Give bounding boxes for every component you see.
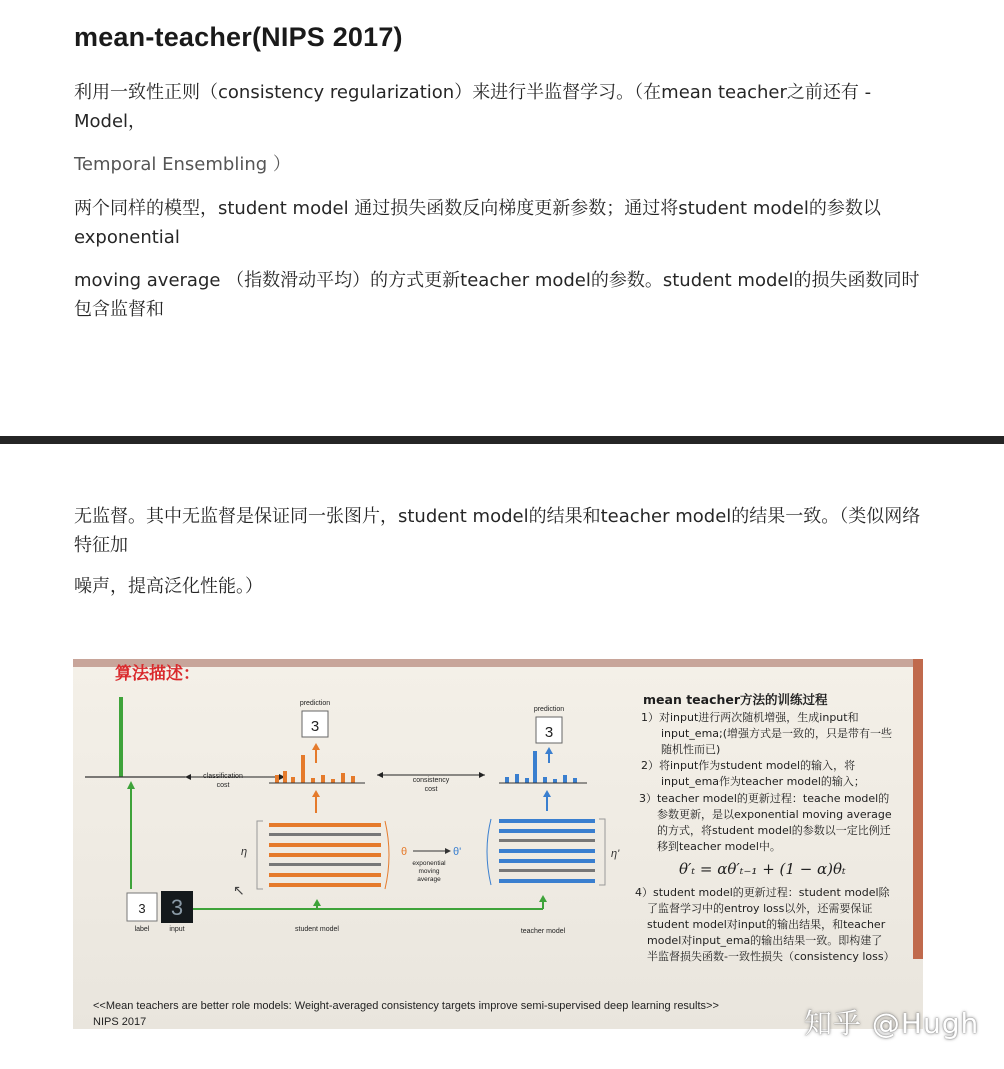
arrow-head xyxy=(313,899,321,906)
note-2-line: input_ema作为teacher model的输入； xyxy=(661,775,865,788)
classification-label: cost xyxy=(216,782,230,789)
theta-label: θ xyxy=(401,846,408,858)
note-3-line: 3）teacher model的更新过程：teache model的 xyxy=(639,792,890,805)
cursor-mark: ↖ xyxy=(233,882,245,898)
prediction-right-value: 3 xyxy=(544,724,554,741)
note-3-line: 的方式，将student model的参数以一定比例迁 xyxy=(657,824,891,837)
note-4-line: student model对input的输出结果，和teacher xyxy=(647,918,886,931)
note-4-line: model对input_ema的输出结果一致。即构建了 xyxy=(647,934,883,947)
prediction-right-label: prediction xyxy=(533,706,565,713)
paragraph-1: 利用一致性正则（consistency regularization）来进行半监督学习。（在mean teacher之前还有 -Model， xyxy=(74,82,872,132)
teacher-histogram xyxy=(505,751,577,783)
arrow-head xyxy=(312,743,320,750)
notes-panel xyxy=(635,692,895,963)
consistency-label: cost xyxy=(424,786,438,793)
arrow-head xyxy=(185,774,191,780)
arrow-head xyxy=(539,895,547,902)
eta-label: η xyxy=(241,846,248,858)
arrow-head xyxy=(545,747,553,754)
eta-prime-label: η' xyxy=(611,848,620,860)
section-divider xyxy=(0,436,1004,444)
note-1-line: 随机性而已) xyxy=(661,743,721,756)
teacher-bracket-left xyxy=(487,819,491,885)
teacher-caption: teacher model xyxy=(520,928,566,935)
classification-label: classification xyxy=(203,773,243,780)
page-title: mean-teacher(NIPS 2017) xyxy=(74,22,403,52)
paragraph-5: 无监督。其中无监督是保证同一张图片，student model的结果和teacher model的结果一致。（类似网络特征加 xyxy=(74,506,921,556)
arrow-head xyxy=(377,772,383,778)
notes-title: mean teacher方法的训练过程 xyxy=(643,692,828,707)
arrow-head xyxy=(312,790,320,797)
input-digit: 3 xyxy=(170,895,184,920)
paragraph-2: Temporal Ensembling ） xyxy=(74,154,291,175)
label-value: 3 xyxy=(138,901,146,916)
ema-label: exponential xyxy=(412,860,446,867)
note-4-line: 了监督学习中的entroy loss以外，还需要保证 xyxy=(647,902,873,915)
figure-heading: 算法描述： xyxy=(115,664,200,683)
arrow-head xyxy=(127,781,135,789)
teacher-model-stack xyxy=(499,819,595,883)
student-model-stack xyxy=(269,823,381,887)
paragraph-4: moving average （指数滑动平均）的方式更新teacher model的参数。student model的损失函数同时包含监督和 xyxy=(74,270,920,320)
ema-label: average xyxy=(417,876,441,883)
note-4-line: 4）student model的更新过程：student model除 xyxy=(635,886,890,899)
note-1-line: 1）对input进行两次随机增强，生成input和 xyxy=(641,711,859,724)
ema-formula: θ′ₜ = αθ′ₜ₋₁ + (1 − α)θₜ xyxy=(679,860,846,878)
citation-title: <<Mean teachers are better role models: Weight-averaged consistency targets improve semi-supervised deep learning results>> xyxy=(93,1000,719,1012)
note-3-line: 参数更新，是以exponential moving average xyxy=(657,808,892,821)
student-bracket-right xyxy=(385,821,389,889)
paragraph-3: 两个同样的模型，student model 通过损失函数反向梯度更新参数；通过将student model的参数以exponential xyxy=(74,198,881,248)
prediction-left-value: 3 xyxy=(310,718,320,735)
label-spike xyxy=(119,697,123,777)
zhihu-watermark: 知乎 @Hugh xyxy=(804,1007,980,1040)
algorithm-figure xyxy=(73,659,923,1029)
theta-prime-label: θ' xyxy=(453,846,462,858)
note-2-line: 2）将input作为student model的输入，将 xyxy=(641,759,856,772)
teacher-bracket-right xyxy=(599,819,605,885)
paragraph-6: 噪声，提高泛化性能。） xyxy=(74,576,263,597)
note-4-line: 半监督损失函数-一致性损失（consistency loss） xyxy=(647,950,895,963)
arrow-head xyxy=(445,848,451,854)
student-caption: student model xyxy=(295,926,339,933)
prediction-left-label: prediction xyxy=(299,700,331,707)
consistency-label: consistency xyxy=(412,777,450,784)
label-caption: label xyxy=(134,926,150,933)
ema-label: moving xyxy=(418,868,440,875)
input-caption: input xyxy=(169,926,185,933)
note-3-line: 移到teacher model中。 xyxy=(657,840,781,853)
student-bracket-left xyxy=(257,821,263,889)
mean-teacher-diagram xyxy=(73,659,923,1029)
note-1-line: input_ema;(增强方式是一致的，只是带有一些 xyxy=(661,727,893,740)
citation-venue: NIPS 2017 xyxy=(93,1016,147,1028)
arrow-head xyxy=(543,790,551,797)
arrow-head xyxy=(479,772,485,778)
